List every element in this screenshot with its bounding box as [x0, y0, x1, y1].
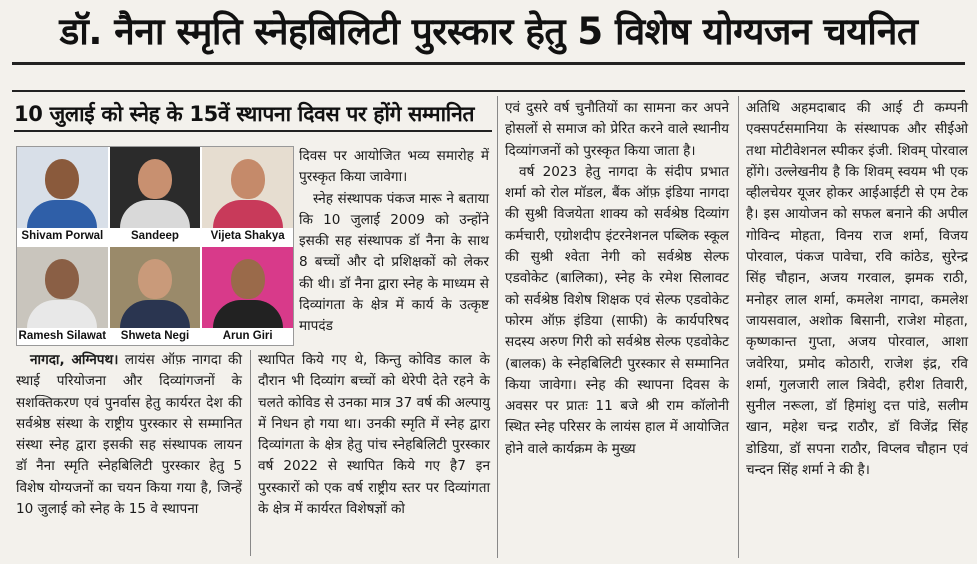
- portrait-image: [110, 147, 201, 228]
- column-divider: [250, 350, 251, 556]
- column-divider: [497, 96, 498, 558]
- paragraph: स्नेह संस्थापक पंकज मारू ने बताया कि 10 जुलाई 2009 को उन्होंने इसकी सह संस्थापक डॉ नैना के साथ 8 बच्चों और दो प्रशिक्षकों को लेकर की थी। डॉ नैना द्वारा स्नेह के माध्यम से दिव्यांगता के क्षेत्र में कार्य के उत्कृष्ट मापदंड: [299, 190, 489, 335]
- dateline: नागदा, अग्निपथ।: [30, 352, 119, 368]
- portrait-image: [202, 147, 293, 228]
- column-divider: [738, 96, 739, 558]
- paragraph: वर्ष 2023 हेतु नागदा के संदीप प्रभात शर्मा को रोल मॉडल, बैंक ऑफ़ इंडिया नागदा की सुश्री विजयेता शाक्य को सर्वश्रेष्ठ दिव्यांग कर्मचारी, एग्रोशदीप इंटरनेशनल पब्लिक स्कूल की सुश्री श्वेता नेगी को सर्वश्रेष्ठ सेल्फ एडवोकेट (बालिका), स्नेह के रमेश सिलावट को सर्वश्रेष्ठ विशेष शिक्षक एवं सेल्फ एडवोकेट फोरम ऑफ़ इंडिया (साफी) के कार्यपरिषद सदस्य अरुण गिरी को सर्वश्रेष्ठ सेल्फ एडवोकेट (बालक) के स्नेहबिलिटी पुरस्कार से सम्मानित किया जावेगा। स्नेह की स्थापना दिवस के अवसर पर प्रातः 11 बजे श्री राम कॉलोनी स्थित स्नेह परिसर के लायंस हाल में आयोजित होने वाले कार्यक्रम के मुख्य: [505, 163, 729, 457]
- subheadline: 10 जुलाई को स्नेह के 15वें स्थापना दिवस पर होंगे सम्मानित: [14, 102, 475, 126]
- article-column-4: [746, 98, 968, 481]
- photo-ramesh-silawat: [17, 247, 108, 345]
- photo-caption: Shivam Porwal: [17, 228, 108, 245]
- photo-caption: Shweta Negi: [110, 328, 201, 345]
- paragraph: एवं दुसरे वर्ष चुनौतियों का सामना कर अपने होसलों से समाज को प्रेरित करने वाले स्थानीय दिव्यांगजनों को पुरस्कृत किया जाता है।: [505, 100, 729, 159]
- paragraph: लायंस ऑफ़ नागदा की स्थाई परियोजना और दिव्यांगजनों के सशक्तिकरण एवं पुनर्वास हेतु कार्यरत देश की सर्वश्रेष्ठ संस्था के राष्ट्रीय पुरस्कार से सम्मानित संस्था स्नेह द्वारा इसकी सह संस्थापक लायन डॉ नैना स्मृति स्नेहबिलिटी पुरस्कार हेतु 5 विशेष योग्यजनों का चयन किया गया है, जिन्हें 10 जुलाई को स्नेह के 15 वे स्थापना: [16, 352, 243, 518]
- photo-shweta-negi: [110, 247, 201, 345]
- photo-vijeta-shakya: [202, 147, 293, 245]
- photo-sandeep-sharma: [110, 147, 201, 245]
- portrait-image: [202, 247, 293, 328]
- portrait-image: [17, 247, 108, 328]
- photo-shivam-porwal: [17, 147, 108, 245]
- headline-rule-bottom: [12, 90, 965, 92]
- paragraph: अतिथि अहमदाबाद की आई टी कम्पनी एक्सपर्टसमानिया के संस्थापक और सीईओ तथा मोटीवेशनल स्पीकर इंजी. शिवम् पोरवाल होंगे। उल्लेखनीय है कि शिवम् स्वयम भी एक व्हीलचेयर यूजर होकर आईआईटी से एम टेक है। इस आयोजन को सफल बनाने की अपील गोविन्द मोहता, विनय राज शर्मा, विजय पोरवाल, पंकज पावेचा, रवि कांठेड, सुरेन्द्र सिंह चौहान, अजय गरवाल, झमक राठी, मनोहर लाल शर्मा, कमलेश नागदा, कमलेश जायसवाल, अशोक बिसानी, राजेश मोहता, कृष्णकान्त गुप्ता, अजय पोरवाल, आशा जवेरिया, प्रमोद कोठारी, राजेश इंद्र, रवि शर्मा, गुलजारी लाल त्रिवेदी, हरीश तिवारी, सुनील नरूला, डॉ हिमांशु दत्त पांडे, सलीम खान, महेश चन्द्र राठौर, डॉ विजेंद्र सिंह डोडिया, डॉ सपना राठौर, विप्लव चौहान एवं चन्दन सिंह शर्मा ने की है।: [746, 100, 968, 479]
- article-column-2-bottom: [258, 350, 490, 520]
- headline: डॉ. नैना स्मृति स्नेहबिलिटी पुरस्कार हेतु 5 विशेष योग्यजन चयनित: [59, 10, 918, 53]
- portrait-image: [110, 247, 201, 328]
- article-column-3: [505, 98, 729, 460]
- paragraph: स्थापित किये गए थे, किन्तु कोविड काल के दौरान भी दिव्यांग बच्चों को थेरेपी देते रहने के चलते कोविड से उनका मात्र 37 वर्ष की अल्पायु में निधन हो गया था। उनकी स्मृति में स्नेह द्वारा दिव्यांगता के क्षेत्र हेतु पांच स्नेहबिलिटी पुरस्कार वर्ष 2022 से स्थापित किये गए है7 इन पुरस्कारों को एक वर्ष राष्ट्रीय स्तर पर दिव्यांगता के क्षेत्र में कार्यरत विशेषज्ञों को: [258, 352, 490, 518]
- photo-caption: Sandeep: [110, 228, 201, 245]
- photo-caption: Vijeta Shakya: [202, 228, 293, 245]
- article-column-2-top: [299, 146, 489, 338]
- paragraph: दिवस पर आयोजित भव्य समारोह में पुरस्कृत किया जावेगा।: [299, 148, 489, 186]
- photo-caption: Arun Giri: [202, 328, 293, 345]
- subheadline-rule: [14, 130, 492, 132]
- photo-grid: [16, 146, 294, 346]
- article-column-1: [16, 350, 242, 520]
- photo-caption: Ramesh Silawat: [17, 328, 108, 345]
- headline-rule-top: [12, 62, 965, 65]
- portrait-image: [17, 147, 108, 228]
- photo-arun-giri: [202, 247, 293, 345]
